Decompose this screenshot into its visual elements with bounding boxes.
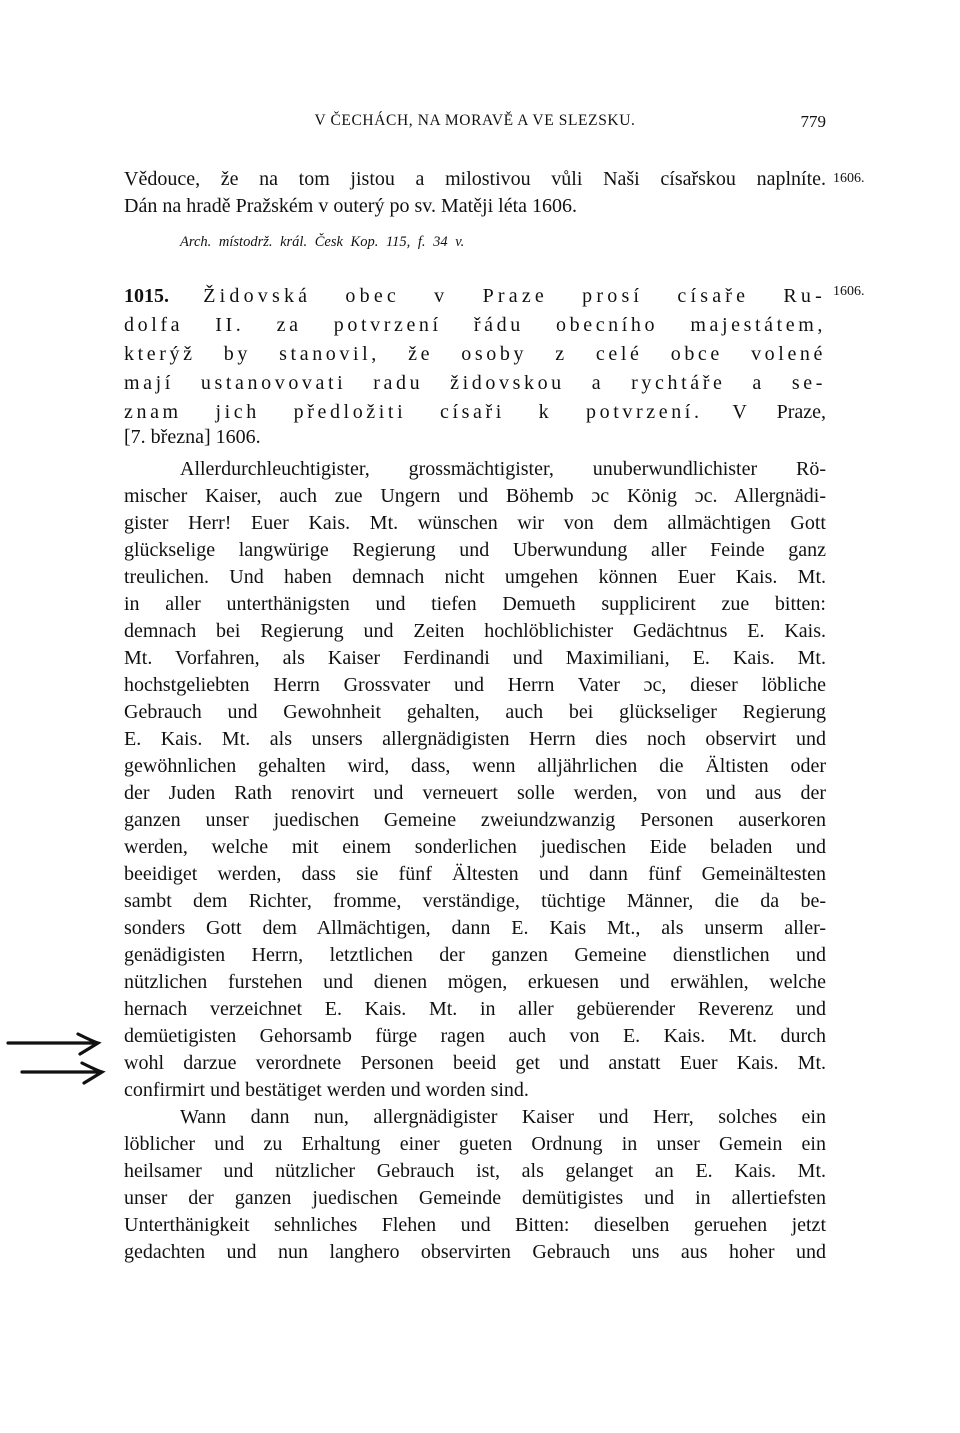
entry-number: 1015. [124,285,169,307]
text-line: nützlichen furstehen und dienen mögen, erkuesen und erwählen, welche [124,971,826,993]
text-line: demnach bei Regierung und Zeiten hochlöblichister Gedächtnus E. Kais. [124,620,826,642]
text-line: demüetigisten Gehorsamb fürge ragen auch von E. Kais. Mt. durch [124,1025,826,1047]
text-line: in aller unterthänigsten und tiefen Demueth supplicirent zue bitten: [124,593,826,615]
text-line: der Juden Rath renovirt und verneuert solle werden, von und aus der [124,782,826,804]
archive-citation: Arch. místodrž. král. Česk Kop. 115, f. 34 v. [180,234,465,250]
text-line: beeidiget werden, dass sie fünf Ältesten und dann fünf Gemeinältesten [124,863,826,885]
text-line: gister Herr! Euer Kais. Mt. wünschen wir von dem allmächtigen Gott [124,512,826,534]
page-number: 779 [800,112,826,131]
entry-title-line [124,399,826,426]
text-line: mischer Kaiser, auch zue Ungern und Böhemb ɔc König ɔc. Allergnädi- [124,485,826,507]
text-line: Gebrauch und Gewohnheit gehalten, auch bei glückseliger Regierung [124,701,826,723]
running-head: V ČECHÁCH, NA MORAVĚ A VE SLEZSKU. [314,112,636,129]
text-line: Unterthänigkeit sehnliches Flehen und Bitten: dieselben geruehen jetzt [124,1214,826,1236]
text-line: genädigisten Herrn, letztlichen der ganzen Gemeine dienstlichen und [124,944,826,966]
text-line: löblicher und zu Erhaltung einer gueten Ordnung in unser Gemein ein [124,1133,826,1155]
margin-year: 1606. [833,171,865,186]
text-line: sonders Gott dem Allmächtigen, dann E. Kais Mt., als unserm aller- [124,917,826,939]
text-line: hochstgeliebten Herrn Grossvater und Herrn Vater ɔc, dieser löbliche [124,674,826,696]
entry-title-line: kterýž by stanovil, že osoby z celé obce volené [124,343,826,365]
margin-year: 1606. [833,284,865,299]
text-line: heilsamer und nützlicher Gebrauch ist, als gelanget an E. Kais. Mt. [124,1160,826,1182]
text-line: gedachten und nun langhero observirten Gebrauch uns aus hoher und [124,1241,826,1263]
text-line: E. Kais. Mt. als unsers allergnädigisten Herrn dies noch observirt und [124,728,826,750]
entry-title-end: znam jich předložiti císaři k potvrzení. [124,401,703,423]
text-line: werden, welche mit einem sonderlichen juedischen Eide beladen und [124,836,826,858]
text-line: Vědouce, že na tom jistou a milostivou vůli Naši císařskou naplníte. [124,168,826,190]
text-line: glückselige langwürige Regierung und Uberwundung aller Feinde ganz [124,539,826,561]
text-line: Allerdurchleuchtigister, grossmächtigister, unuberwundlichister Rö- [180,458,826,480]
text-line: Dán na hradě Pražském v outerý po sv. Matěji léta 1606. [124,195,578,217]
margin-arrows-icon [0,1028,112,1088]
text-line: wohl darzue verordnete Personen beeid get und anstatt Euer Kais. Mt. [124,1052,826,1074]
text-line: Wann dann nun, allergnädigister Kaiser und Herr, solches ein [180,1106,826,1128]
entry-place: V Praze, [732,401,827,423]
text-line: ganzen unser juedischen Gemeine zweiundzwanzig Personen auserkoren [124,809,826,831]
page-header [124,112,826,142]
entry-title-line: dolfa II. za potvrzení řádu obecního majestátem, [124,314,826,336]
text-line: treulichen. Und haben demnach nicht umgehen können Euer Kais. Mt. [124,566,826,588]
text-line: hernach verzeichnet E. Kais. Mt. in aller gebüerender Reverenz und [124,998,826,1020]
text-line: unser der ganzen juedischen Gemeinde demütigistes und in allertiefsten [124,1187,826,1209]
entry-title-line [124,283,826,310]
entry-title-start: Židovská obec v Praze prosí císaře Ru- [203,285,826,307]
entry-title-line: mají ustanovovati radu židovskou a rychtáře a se- [124,372,826,394]
text-line: Mt. Vorfahren, als Kaiser Ferdinandi und Maximiliani, E. Kais. Mt. [124,647,826,669]
text-line: sambt dem Richter, fromme, verständige, tüchtige Männer, die da be- [124,890,826,912]
text-line: confirmirt und bestätiget werden und worden sind. [124,1079,529,1101]
text-line: gewöhnlichen gehalten wird, dass, wenn alljährlichen die Ältisten oder [124,755,826,777]
entry-date: [7. března] 1606. [124,426,261,448]
